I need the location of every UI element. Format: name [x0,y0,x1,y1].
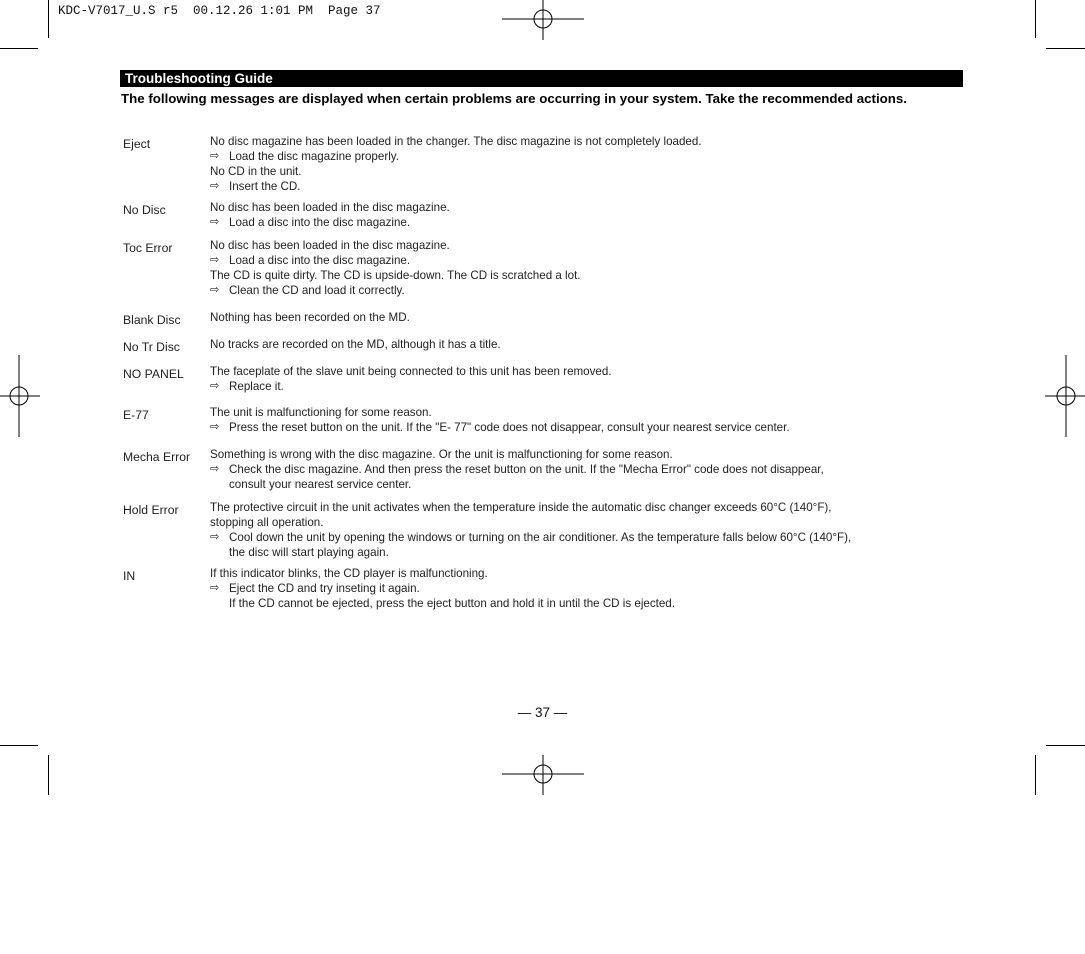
message-description [210,337,970,352]
cause-line [210,405,970,420]
cause-line [210,447,970,462]
line-text: Replace it. [229,380,284,393]
crop-mark-top-left-h [0,48,38,49]
line-text: stopping all operation. [210,516,324,529]
arrow-right-icon: ⇨ [210,463,220,475]
line-text: Cool down the unit by opening the windows or turning on the air conditioner. As the temperature falls below 60°C (140°F), [229,531,852,544]
action-line [210,253,970,268]
message-code: NO PANEL [123,367,184,381]
line-text: Clean the CD and load it correctly. [229,284,405,297]
cause-line [210,500,970,515]
line-text: The protective circuit in the unit activates when the temperature inside the automatic disc changer exceeds 60°C (140°F), [210,501,832,514]
cause-line [210,515,970,530]
arrow-right-icon: ⇨ [210,216,220,228]
arrow-right-icon: ⇨ [210,531,220,543]
action-line [210,215,970,230]
cause-line [210,268,970,283]
crop-mark-top-right-v [1035,0,1036,38]
page-number: — 37 — [517,705,568,720]
cause-line [210,337,970,352]
arrow-right-icon: ⇨ [210,582,220,594]
action-line [210,379,970,394]
action-line [210,420,970,435]
line-text: If this indicator blinks, the CD player is malfunctioning. [210,567,488,580]
cause-line [210,364,970,379]
line-text: The faceplate of the slave unit being connected to this unit has been removed. [210,365,612,378]
crop-mark-bottom-left-h [0,745,38,746]
crop-mark-bottom-right-h [1046,745,1085,746]
line-text: No disc has been loaded in the disc magazine. [210,201,450,214]
cause-line [210,200,970,215]
action-line [210,581,970,596]
cause-line [210,596,970,611]
message-description [210,200,970,230]
message-description [210,310,970,325]
line-text: Load the disc magazine properly. [229,150,399,163]
line-text: The unit is malfunctioning for some reason. [210,406,432,419]
message-description [210,500,970,560]
line-text: consult your nearest service center. [229,478,412,491]
message-description [210,364,970,394]
arrow-right-icon: ⇨ [210,150,220,162]
registration-mark-right [1045,355,1085,437]
action-line [210,283,970,298]
crop-mark-bottom-right-v [1035,755,1036,795]
message-description [210,447,970,492]
line-text: Insert the CD. [229,180,301,193]
message-code: Mecha Error [123,450,191,464]
action-line [210,462,970,477]
message-description [210,405,970,435]
line-text: No CD in the unit. [210,165,302,178]
message-code: Hold Error [123,503,179,517]
message-code: Blank Disc [123,313,181,327]
section-title-bar [120,70,963,87]
message-code: IN [123,569,136,583]
crop-mark-bottom-left-v [48,755,49,795]
line-text: Load a disc into the disc magazine. [229,216,411,229]
cause-line [210,477,970,492]
cause-line [210,566,970,581]
message-description [210,134,970,194]
line-text: If the CD cannot be ejected, press the eject button and hold it in until the CD is ejected. [229,597,675,610]
registration-mark-bottom [502,755,584,795]
action-line [210,179,970,194]
line-text: No disc magazine has been loaded in the changer. The disc magazine is not completely loaded. [210,135,702,148]
cause-line [210,238,970,253]
message-description [210,238,970,298]
arrow-right-icon: ⇨ [210,380,220,392]
cause-line [210,545,970,560]
message-code: Eject [123,137,151,151]
message-code: No Disc [123,203,166,217]
arrow-right-icon: ⇨ [210,284,220,296]
message-code: Toc Error [123,241,173,255]
print-slug: KDC-V7017_U.S r5 00.12.26 1:01 PM Page 37 [58,4,381,18]
section-title: Troubleshooting Guide [125,71,273,86]
action-line [210,530,970,545]
message-code: No Tr Disc [123,340,180,354]
message-code: E-77 [123,408,149,422]
registration-mark-left [0,355,40,437]
line-text: Something is wrong with the disc magazine. Or the unit is malfunctioning for some reason. [210,448,673,461]
crop-mark-top-right-h [1046,48,1085,49]
message-description [210,566,970,611]
line-text: The CD is quite dirty. The CD is upside-down. The CD is scratched a lot. [210,269,581,282]
line-text: the disc will start playing again. [229,546,389,559]
line-text: No disc has been loaded in the disc magazine. [210,239,450,252]
line-text: Load a disc into the disc magazine. [229,254,411,267]
intro-text: The following messages are displayed when certain problems are occurring in your system. Take the recommended actions. [121,91,907,106]
arrow-right-icon: ⇨ [210,254,220,266]
line-text: Check the disc magazine. And then press the reset button on the unit. If the "Mecha Error" code does not disappear, [229,463,824,476]
arrow-right-icon: ⇨ [210,180,220,192]
crop-mark-top-left-v [48,0,49,38]
line-text: Eject the CD and try inseting it again. [229,582,420,595]
arrow-right-icon: ⇨ [210,421,220,433]
line-text: Press the reset button on the unit. If the "E- 77" code does not disappear, consult your nearest service center. [229,421,790,434]
action-line [210,149,970,164]
cause-line [210,310,970,325]
cause-line [210,164,970,179]
cause-line [210,134,970,149]
line-text: No tracks are recorded on the MD, although it has a title. [210,338,501,351]
registration-mark-top [502,0,584,40]
line-text: Nothing has been recorded on the MD. [210,311,410,324]
